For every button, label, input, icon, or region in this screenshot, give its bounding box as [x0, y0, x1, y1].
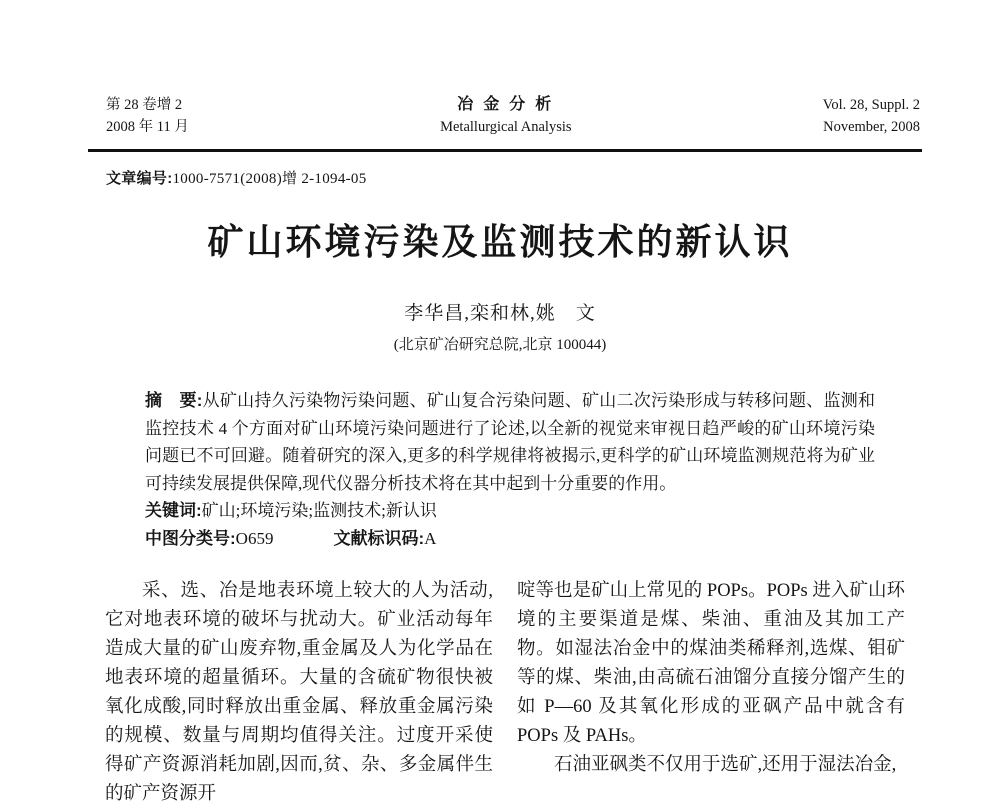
article-number [106, 167, 1000, 188]
volume-line-en: Vol. 28, Suppl. 2 [822, 97, 920, 113]
date-line-cn: 2008 年 11 月 [106, 119, 189, 135]
article-number-label: 文章编号: [106, 170, 173, 187]
article-body [105, 577, 905, 809]
header-divider-rule [88, 149, 922, 152]
body-left-column [105, 577, 493, 809]
body-paragraph: 石油亚砜类不仅用于选矿,还用于湿法冶金, [554, 755, 897, 775]
body-right-column [517, 577, 905, 809]
header-volume-cn [106, 94, 189, 138]
header-volume-en [823, 94, 920, 138]
keywords-text: 矿山;环境污染;监测技术;新认识 [201, 501, 437, 520]
journal-name-cn: 冶 金 分 析 [457, 96, 555, 113]
body-paragraph: 采、选、冶是地表环境上较大的人为活动,它对地表环境的破坏与扰动大。矿业活动每年造成大量的矿山废弃物,重金属及人为化学品在地表环境的超量循环。大量的含硫矿物很快被氧化成酸,同时释放出重金属、释放重金属污染的规模、数量与周期均值得关注。过度开采使得矿产资源消耗加剧,因而,贫、杂、多金属伴生的矿产资源开 [105, 581, 493, 804]
journal-header [106, 94, 920, 138]
article-number-value: 1000-7571(2008)增 2-1094-05 [172, 171, 367, 187]
abstract-paragraph [145, 387, 875, 497]
clc-label: 中图分类号: [145, 528, 236, 548]
abstract-block [145, 387, 875, 552]
date-line-en: November, 2008 [823, 119, 920, 135]
volume-line-cn: 第 28 卷增 2 [106, 97, 183, 113]
paper-title: 矿山环境污染及监测技术的新认识 [207, 221, 793, 262]
doc-code-value: A [424, 528, 437, 548]
keywords-label: 关键词: [145, 501, 202, 520]
doc-code-label: 文献标识码: [333, 528, 425, 548]
classification-line [145, 525, 875, 553]
keywords-line [145, 497, 875, 525]
clc-value: O659 [235, 528, 274, 548]
abstract-label: 摘 要: [145, 391, 203, 410]
authors-line: 李华昌,栾和林,姚 文 [404, 303, 596, 324]
body-paragraph: 啶等也是矿山上常见的 POPs。POPs 进入矿山环境的主要渠道是煤、柴油、重油及其加工产物。如湿法冶金中的煤油类稀释剂,选煤、钼矿等的煤、柴油,由高硫石油馏分直接分馏产生的如 P—60 及其氧化形成的亚砜产品中就含有 POPs 及 PAHs。 [517, 581, 905, 746]
journal-name-en: Metallurgical Analysis [440, 119, 572, 135]
journal-name [440, 94, 571, 138]
affiliation-line: (北京矿冶研究总院,北京 100044) [393, 337, 607, 353]
abstract-text: 从矿山持久污染物污染问题、矿山复合污染问题、矿山二次污染形成与转移问题、监测和监控技术 4 个方面对矿山环境污染问题进行了论述,以全新的视觉来审视日趋严峻的矿山环境污染问题已不可回避。随着研究的深入,更多的科学规律将被揭示,更科学的矿山环境监测规范将为矿业可持续发展提供保障,现代仪器分析技术将在其中起到十分重要的作用。 [145, 391, 875, 493]
